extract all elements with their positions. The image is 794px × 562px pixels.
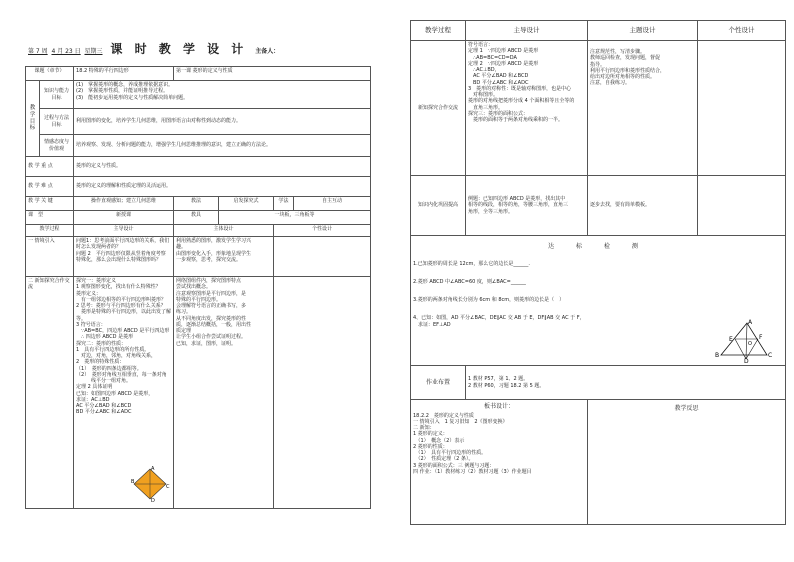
main-line: 趣。 [176, 244, 187, 251]
main-line: 网络图组件内，探究图形特点 [176, 278, 242, 284]
lead-cell [466, 176, 588, 236]
knowledge-item: (1) 掌握菱形的概念，养成推理依据意识。 [76, 82, 174, 88]
stage-label: 知识内化巩固提高 [411, 176, 466, 236]
col-header: 教学过程 [411, 21, 466, 41]
main-line: 从不同角度出发，探究菱形的性 [176, 315, 247, 322]
knowledge-item: (2) 掌握菱形性质，并能证明推导过程。 [76, 88, 169, 95]
main-line: 练习。 [176, 309, 192, 316]
key-point-text: 菱形的定义与性质。 [74, 157, 371, 177]
check-item: 求证：EF⊥AD [413, 321, 451, 328]
lead-line: 2 思考：菱形与平行四边形有什么关系？ [76, 303, 166, 309]
lead-line: 定理 2 具体证明 [76, 384, 113, 391]
triangle-figure [715, 319, 775, 363]
lead-line: 特殊化，那么会出现什么特殊图形吗？ [76, 256, 162, 263]
tri-label-a: A [748, 319, 753, 326]
tri-label-d: D [744, 358, 749, 363]
lead-line: 3 菱形的对称性：既是轴对称图形，也是中心 [468, 85, 572, 92]
lead-line: 对称图形。 [468, 92, 499, 98]
lead-line: ∴AB=BC=CD=DA [468, 54, 517, 61]
lead-line: 菱形是特殊的平行四边形，以此出发了解 [76, 309, 172, 316]
board-cell [411, 400, 588, 525]
main-cell [174, 277, 274, 509]
rhombus-figure [131, 466, 171, 502]
emotion-text: 培养观察、发现、分析问题的能力，增强学生几何思维推理的意识，建立正确的方法论。 [74, 135, 371, 157]
page-header [28, 42, 378, 56]
board-title: 板书设计： [483, 403, 514, 410]
main-line: 尝试找出概念。 [176, 284, 212, 291]
main-line: 特殊的平行四边形。 [176, 296, 222, 303]
lead-line: 1 观察图形变化，找出有什么特殊性？ [76, 284, 161, 291]
segment-de [735, 339, 746, 359]
topic-label: 课题（章节） [26, 67, 74, 81]
lead-line: 菱形的对角线把菱形分成 4 个面积相等且全等的 [468, 98, 575, 105]
check-item: 1.已知菱形的周长是 12cm，那么它的边长是______. [413, 260, 530, 267]
personal-cell [698, 41, 786, 176]
main-cell: 逐步去找，要有简单模板。 [588, 176, 698, 236]
goals-side-label: 教学目标 [26, 81, 40, 157]
tri-label-b: B [715, 352, 720, 359]
lead-line: 时怎么发现两者的？ [76, 244, 122, 251]
vertex-label-d: D [151, 498, 155, 502]
lead-line: AC 平分∠BAD 和∠BCD [76, 403, 132, 409]
reflection-title: 教学反思 [674, 405, 699, 412]
lead-line: 问题 2 平行四边形仅限从竖着角度考察 [76, 250, 166, 257]
board-item: 3 菱形的面积公式：三 例题与习题： [413, 462, 495, 469]
homework-item: 2 教材 P60，习题 18.2 第 5 题。 [468, 382, 545, 389]
col-header: 主导设计 [466, 21, 588, 41]
stage-label: 二 新知探究合作交流 [26, 277, 74, 509]
lead-line: 相等的线段，相等的角，等腰三角形，直角三 [468, 202, 569, 209]
col-header: 主导设计 [74, 225, 174, 237]
check-section [411, 236, 786, 366]
col-header: 个性设计 [274, 225, 371, 237]
tri-label-c: C [768, 352, 773, 359]
main-line: 利用平行四边形和菱形性质结合， [590, 67, 666, 74]
tri-label-f: F [759, 334, 763, 341]
knowledge-label: 知识与能力目标 [40, 81, 74, 109]
col-header: 主体设计 [174, 225, 274, 237]
main-line: 教师巡回检查，发现问题，督促 [590, 55, 661, 62]
method-l2: 教法 [174, 197, 219, 211]
method-v2: 启发探究式 [219, 197, 274, 211]
lead-cell [74, 277, 174, 509]
lead-cell [74, 237, 174, 277]
process-text: 利用图形的变化，培养学生几何思维，用图形语言由对称性到动态的能力。 [74, 109, 371, 135]
board-item: 1 菱形的定义： [413, 431, 448, 438]
main-line: 已知，求证，图形，证明。 [176, 340, 237, 347]
main-line: 质定理 [176, 328, 192, 334]
page-title: 课 时 教 学 设 计 [110, 42, 248, 56]
segment-ad [746, 323, 747, 359]
check-title: 达 标 检 测 [548, 243, 648, 250]
reflection-cell [588, 400, 786, 525]
board-item: 二 新知： [413, 425, 435, 431]
lead-line: 角形，全等三角形。 [468, 208, 514, 215]
main-line: 给出对边所对角相等的性质。 [590, 74, 656, 80]
lead-line: 菱形的面积等于两条对角线乘积的一半。 [468, 117, 564, 123]
tri-label-e: E [729, 336, 733, 343]
vertex-label-b: B [131, 479, 135, 485]
personal-cell [274, 237, 371, 277]
lead-line: 符号语言： [468, 42, 494, 48]
vertex-label-c: C [166, 484, 170, 490]
main-line: 注意观察图形是平行四边形，是 [176, 290, 247, 297]
type-v1: 新授课 [74, 211, 174, 225]
main-line: 一步观察，思考，探究交流。 [176, 256, 242, 263]
board-item: 18.2.2 菱形的定义与性质 [413, 412, 474, 419]
lead-line: 有一组邻边相等的平行四边形叫菱形？ [76, 296, 167, 303]
main-cell [174, 237, 274, 277]
knowledge-items [74, 81, 371, 109]
topic-section: 18.2 特殊的平行四边形 [74, 67, 174, 81]
right-page [397, 0, 794, 562]
type-v2: 一块板，三角板等 [219, 211, 371, 225]
lead-line: 直角三角形。 [468, 104, 504, 111]
preparer: 主备人： [255, 48, 280, 55]
lead-line: BD 平分∠ABC 和∠ADC [468, 79, 529, 86]
lead-line: 定理 2 ∵四边形 ABCD 是菱形 [468, 60, 539, 67]
weekday: 星期三 [84, 48, 103, 55]
col-header: 主题设计 [588, 21, 698, 41]
stage-label: 一 情境引入 [26, 237, 74, 277]
lead-line: AC 平分∠BAD 和∠BCD [468, 73, 529, 80]
homework-cell [466, 366, 786, 400]
lead-line: 等。 [76, 315, 87, 322]
knowledge-item: (3) 能初步运用菱形的定义与性质解决简单问题。 [76, 94, 189, 101]
lead-line: 定理 1 ∵四边形 ABCD 是菱形 [468, 48, 539, 55]
main-line: 由图形变化入手，形象地呈现学生 [176, 250, 252, 257]
key-point-label: 教 学 重 点 [26, 157, 74, 177]
main-line: 质，逐渐总结概括，一般，用出性 [176, 321, 252, 328]
lead-line: 线平分一组对角。 [76, 378, 132, 384]
stage-label: 新知探究合作交流 [411, 41, 466, 176]
date: 4 月 23 日 [51, 48, 81, 55]
plan-table [25, 66, 371, 509]
topic-lesson: 第一课 菱形的定义与性质 [174, 67, 371, 81]
homework-item: 1 教材 P57，第 1、2 题。 [468, 376, 529, 383]
board-item: （1） 概念（2）表示 [413, 437, 465, 444]
lead-line: BD 平分∠ABC 和∠ADC [76, 409, 132, 416]
lead-cell [466, 41, 588, 176]
lead-line: 探究二：菱形的性质： [76, 340, 127, 347]
difficulty-label: 教 学 难 点 [26, 177, 74, 197]
method-label: 教 学 关 键 [26, 197, 74, 211]
check-item: 2.菱形 ABCD 中∠ABC=60 度，则∠BAC=______ [413, 278, 526, 285]
main-line: 利用熟悉的图形，激发学生学习兴 [176, 238, 252, 244]
main-line: 注意规范性，写清步骤。 [590, 49, 646, 55]
vertex-label-a: A [151, 466, 155, 472]
lead-line: ∴AC⊥BD， [468, 67, 500, 73]
lead-line: （1） 菱形的四条边都相等。 [76, 365, 142, 372]
method-v1: 操作直观感知；建立几何思维 [74, 197, 174, 211]
lead-line: 菱形定义： [76, 290, 102, 297]
lead-line: 探究一：菱形定义 [76, 278, 117, 284]
type-l2: 教具 [174, 211, 219, 225]
lead-line: 对边，对角，邻角，对角线关系， [76, 353, 157, 359]
main-line: 让学生小组合作尝试证明过程。 [176, 334, 247, 341]
difficulty-text: 菱形的定义的理解和性质定理的灵活运用。 [74, 177, 371, 197]
type-label: 课 型 [26, 211, 74, 225]
check-item: 4、已知：如图，AD 平分∠BAC，DE∥AC 交 AB 于 E，DF∥AB 交 AC 于 F， [413, 315, 585, 322]
right-plan-table [410, 20, 786, 525]
check-item: 3.菱形的两条对角线长分别为 6cm 和 8cm，则菱形的边长是（ ） [413, 297, 565, 303]
board-item: 四 作业：（1）教材练习（2）教材习题（3）作业题目 [413, 468, 532, 475]
main-cell [588, 41, 698, 176]
lead-line: 探究三：菱形的面积公式： [468, 110, 529, 117]
lead-line: 求证：AC⊥BD [76, 396, 110, 403]
board-item: （2） 性质定理（2 条）。 [413, 456, 474, 463]
homework-label: 作业布置 [411, 366, 466, 400]
lead-line: 3 符号语言： [76, 321, 106, 328]
lead-line: 2 菱形的特殊性质： [76, 359, 125, 366]
personal-cell [274, 277, 371, 509]
tri-label-o: O [748, 341, 752, 347]
main-line: 会理解符号语言的正确书写，多 [176, 303, 247, 309]
lead-line: 例题：已知四边形 ABCD 是菱形，找出其中 [468, 196, 566, 203]
emotion-label: 情感态度与价值观 [40, 135, 74, 157]
lead-line: 问题1：思考前面平行四边形的关系，我们 [76, 238, 170, 244]
col-header: 个性设计 [698, 21, 786, 41]
lead-line: 1 具有平行四边形的所有性质。 [76, 346, 150, 353]
process-label: 过程与方法目标 [40, 109, 74, 135]
col-header: 教学过程 [26, 225, 74, 237]
board-item: 一 情境引入 1 复习旧知 2《图形变换》 [413, 418, 508, 425]
lead-line: （2） 菱形对角线互相垂直，每一条对角 [76, 371, 167, 378]
week: 第 7 周 [28, 48, 48, 55]
board-item: 2 菱形的性质： [413, 443, 448, 450]
method-l3: 学法 [274, 197, 294, 211]
method-v3: 自主互动 [294, 197, 371, 211]
lead-line: 已知：如图四边形 ABCD 是菱形， [76, 390, 154, 397]
board-item: （1） 具有平行四边形的性质。 [413, 450, 487, 456]
main-line: 注意，自我练习。 [590, 80, 631, 87]
lead-line: ∴ 四边形 ABCD 是菱形 [76, 334, 134, 341]
main-line: 指导。 [590, 61, 606, 68]
personal-cell [698, 176, 786, 236]
lead-line: ∵AB=BC，四边形 ABCD 是平行四边形 [76, 328, 170, 334]
